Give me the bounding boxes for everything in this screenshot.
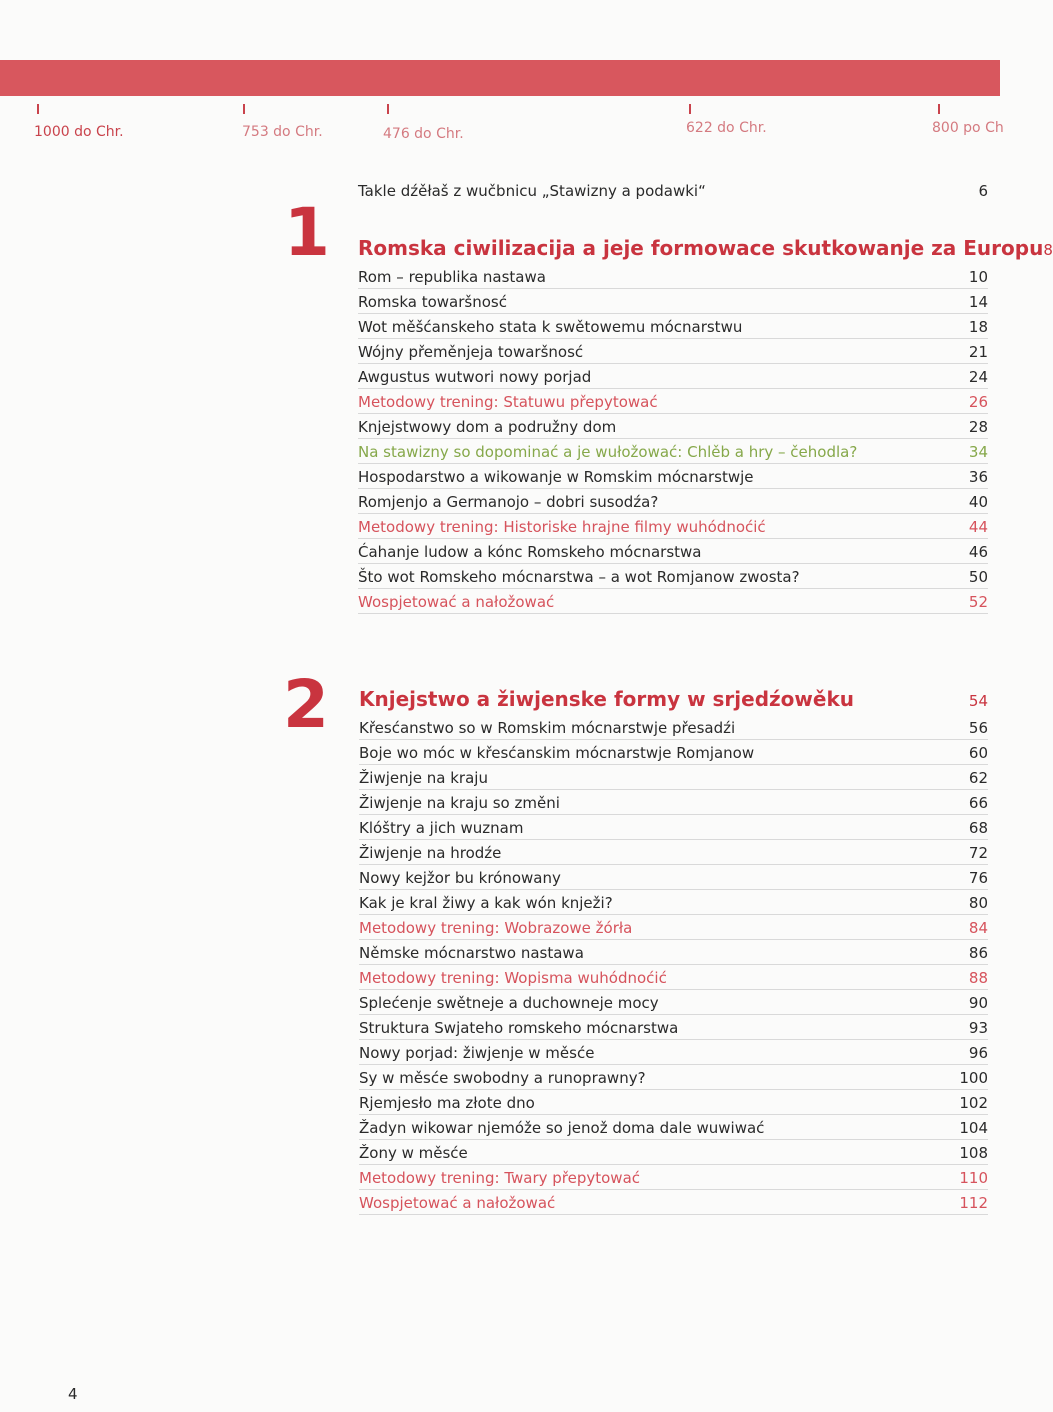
toc-entry-page: 10 xyxy=(968,268,988,286)
chapter-page: 54 xyxy=(968,692,988,710)
chapter-2-entries xyxy=(359,715,988,1215)
toc-entry-title: Wospjetować a nałožować xyxy=(359,1194,556,1212)
toc-entry-page: 21 xyxy=(968,343,988,361)
toc-entry[interactable] xyxy=(359,1190,988,1215)
toc-entry-title: Awgustus wutwori nowy porjad xyxy=(358,368,592,386)
toc-entry[interactable] xyxy=(359,865,988,890)
toc-entry[interactable] xyxy=(359,740,988,765)
toc-entry-title: Žiwjenje na hrodźe xyxy=(359,844,502,862)
timeline-tick xyxy=(689,104,691,114)
toc-intro-entry[interactable] xyxy=(358,182,988,200)
toc-entry-page: 26 xyxy=(968,393,988,411)
toc-entry-title: Takle dźěłaš z wučbnicu „Stawizny a podawki“ xyxy=(358,182,706,200)
toc-entry-title: Na stawizny so dopominać a je wułožować: Chlěb a hry – čehodla? xyxy=(358,443,858,461)
toc-entry-page: 72 xyxy=(968,844,988,862)
toc-entry-page: 52 xyxy=(968,593,988,611)
timeline-label: 622 do Chr. xyxy=(686,120,767,136)
toc-entry-page: 76 xyxy=(968,869,988,887)
toc-entry[interactable] xyxy=(358,314,988,339)
timeline-label: 1000 do Chr. xyxy=(34,124,124,140)
toc-entry-page: 108 xyxy=(959,1144,988,1162)
timeline-tick xyxy=(37,104,39,114)
toc-entry[interactable] xyxy=(359,1165,988,1190)
chapter-2-section xyxy=(359,687,988,1215)
chapter-2-heading[interactable] xyxy=(359,687,988,715)
toc-entry-page: 112 xyxy=(959,1194,988,1212)
toc-entry-title: Romjenjo a Germanojo – dobri susodźa? xyxy=(358,493,659,511)
toc-entry-title: Nowy kejžor bu krónowany xyxy=(359,869,561,887)
toc-entry-page: 28 xyxy=(968,418,988,436)
chapter-1-number: 1 xyxy=(284,194,328,271)
toc-entry[interactable] xyxy=(359,790,988,815)
toc-entry-page: 88 xyxy=(968,969,988,987)
chapter-1-entries xyxy=(358,264,988,614)
toc-entry-page: 93 xyxy=(968,1019,988,1037)
toc-entry[interactable] xyxy=(359,990,988,1015)
toc-entry-page: 96 xyxy=(968,1044,988,1062)
toc-entry[interactable] xyxy=(359,715,988,740)
toc-entry-page: 80 xyxy=(968,894,988,912)
toc-entry[interactable] xyxy=(359,1040,988,1065)
chapter-1-section xyxy=(358,236,1053,614)
toc-entry-page: 62 xyxy=(968,769,988,787)
toc-entry-title: Kak je kral žiwy a kak wón knježi? xyxy=(359,894,613,912)
toc-entry-page: 44 xyxy=(968,518,988,536)
toc-entry-title: Struktura Swjateho romskeho mócnarstwa xyxy=(359,1019,679,1037)
toc-entry-page: 46 xyxy=(968,543,988,561)
toc-entry[interactable] xyxy=(359,940,988,965)
toc-entry-page: 102 xyxy=(959,1094,988,1112)
toc-entry-page: 90 xyxy=(968,994,988,1012)
toc-entry-page: 36 xyxy=(968,468,988,486)
page-number: 4 xyxy=(68,1385,78,1403)
toc-entry[interactable] xyxy=(359,765,988,790)
toc-entry-title: Rom – republika nastawa xyxy=(358,268,546,286)
toc-entry-title: Rjemjesło ma złote dno xyxy=(359,1094,535,1112)
chapter-page: 8 xyxy=(1043,241,1053,259)
timeline-tick xyxy=(387,104,389,114)
toc-entry-title: Wójny přeměnjeja towaršnosć xyxy=(358,343,584,361)
toc-entry-title: Křesćanstwo so w Romskim mócnarstwje přesadźi xyxy=(359,719,736,737)
toc-entry-title: Metodowy trening: Wobrazowe žórła xyxy=(359,919,633,937)
toc-entry-page: 50 xyxy=(968,568,988,586)
toc-entry-page: 18 xyxy=(968,318,988,336)
toc-entry[interactable] xyxy=(359,815,988,840)
toc-entry-page: 86 xyxy=(968,944,988,962)
timeline-band xyxy=(0,60,1000,96)
toc-entry-page: 56 xyxy=(968,719,988,737)
toc-entry-title: Romska towaršnosć xyxy=(358,293,507,311)
toc-entry[interactable] xyxy=(358,364,988,389)
toc-entry-title: Boje wo móc w křesćanskim mócnarstwje Romjanow xyxy=(359,744,755,762)
toc-entry[interactable] xyxy=(359,890,988,915)
toc-entry-title: Metodowy trening: Statuwu přepytować xyxy=(358,393,658,411)
toc-entry-title: Žiwjenje na kraju so změni xyxy=(359,794,560,812)
toc-entry-page: 6 xyxy=(978,182,988,200)
toc-entry[interactable] xyxy=(359,1015,988,1040)
toc-entry-title: Nowy porjad: žiwjenje w měsće xyxy=(359,1044,595,1062)
toc-entry-title: Žony w měsće xyxy=(359,1144,468,1162)
chapter-1-heading[interactable] xyxy=(358,236,1053,264)
toc-entry-title: Wospjetować a nałožować xyxy=(358,593,555,611)
toc-entry[interactable] xyxy=(358,289,988,314)
toc-entry-page: 84 xyxy=(968,919,988,937)
toc-entry[interactable] xyxy=(358,464,988,489)
toc-entry-page: 66 xyxy=(968,794,988,812)
toc-entry[interactable] xyxy=(358,264,988,289)
toc-entry-page: 14 xyxy=(968,293,988,311)
toc-entry-title: Němske mócnarstwo nastawa xyxy=(359,944,584,962)
chapter-title: Knjejstwo a žiwjenske formy w srjedźowěku xyxy=(359,687,854,711)
toc-entry-title: Metodowy trening: Historiske hrajne filmy wuhódnoćić xyxy=(358,518,766,536)
toc-entry[interactable] xyxy=(359,1115,988,1140)
toc-entry[interactable] xyxy=(358,589,988,614)
timeline-label: 800 po Ch xyxy=(932,120,1004,136)
toc-entry-title: Knjejstwowy dom a podružny dom xyxy=(358,418,617,436)
toc-entry[interactable] xyxy=(359,1065,988,1090)
toc-entry-page: 34 xyxy=(968,443,988,461)
timeline-tick xyxy=(243,104,245,114)
toc-entry-title: Žadyn wikowar njemóže so jenož doma dale wuwiwać xyxy=(359,1119,765,1137)
toc-entry[interactable] xyxy=(358,514,988,539)
toc-entry-title: Wot měšćanskeho stata k swětowemu mócnarstwu xyxy=(358,318,743,336)
chapter-title: Romska ciwilizacija a jeje formowace skutkowanje za Europu xyxy=(358,236,1044,260)
timeline-label: 476 do Chr. xyxy=(383,126,464,142)
toc-entry[interactable] xyxy=(358,414,988,439)
toc-entry-title: Sy w měsće swobodny a runoprawny? xyxy=(359,1069,646,1087)
toc-entry-title: Ćahanje ludow a kónc Romskeho mócnarstwa xyxy=(358,543,702,561)
timeline-label: 753 do Chr. xyxy=(242,124,323,140)
toc-entry[interactable] xyxy=(359,1090,988,1115)
toc-entry-title: Klóštry a jich wuznam xyxy=(359,819,524,837)
toc-entry[interactable] xyxy=(358,389,988,414)
toc-entry[interactable] xyxy=(358,539,988,564)
toc-entry-title: Metodowy trening: Wopisma wuhódnoćić xyxy=(359,969,667,987)
toc-entry[interactable] xyxy=(359,965,988,990)
toc-entry[interactable] xyxy=(358,439,988,464)
toc-entry-title: Metodowy trening: Twary přepytować xyxy=(359,1169,641,1187)
toc-entry-page: 68 xyxy=(968,819,988,837)
toc-entry-title: Hospodarstwo a wikowanje w Romskim mócnarstwje xyxy=(358,468,754,486)
toc-entry-page: 24 xyxy=(968,368,988,386)
timeline-tick xyxy=(938,104,940,114)
toc-entry-page: 40 xyxy=(968,493,988,511)
toc-entry-title: Žiwjenje na kraju xyxy=(359,769,488,787)
toc-entry-title: Splećenje swětneje a duchowneje mocy xyxy=(359,994,659,1012)
chapter-2-number: 2 xyxy=(283,666,327,743)
toc-entry-page: 104 xyxy=(959,1119,988,1137)
toc-entry-page: 100 xyxy=(959,1069,988,1087)
toc-entry[interactable] xyxy=(359,915,988,940)
toc-entry[interactable] xyxy=(358,339,988,364)
toc-entry-page: 60 xyxy=(968,744,988,762)
toc-entry[interactable] xyxy=(359,840,988,865)
toc-entry[interactable] xyxy=(358,564,988,589)
toc-entry-title: Što wot Romskeho mócnarstwa – a wot Romjanow zwosta? xyxy=(358,568,800,586)
toc-entry[interactable] xyxy=(358,489,988,514)
toc-entry-page: 110 xyxy=(959,1169,988,1187)
toc-entry[interactable] xyxy=(359,1140,988,1165)
